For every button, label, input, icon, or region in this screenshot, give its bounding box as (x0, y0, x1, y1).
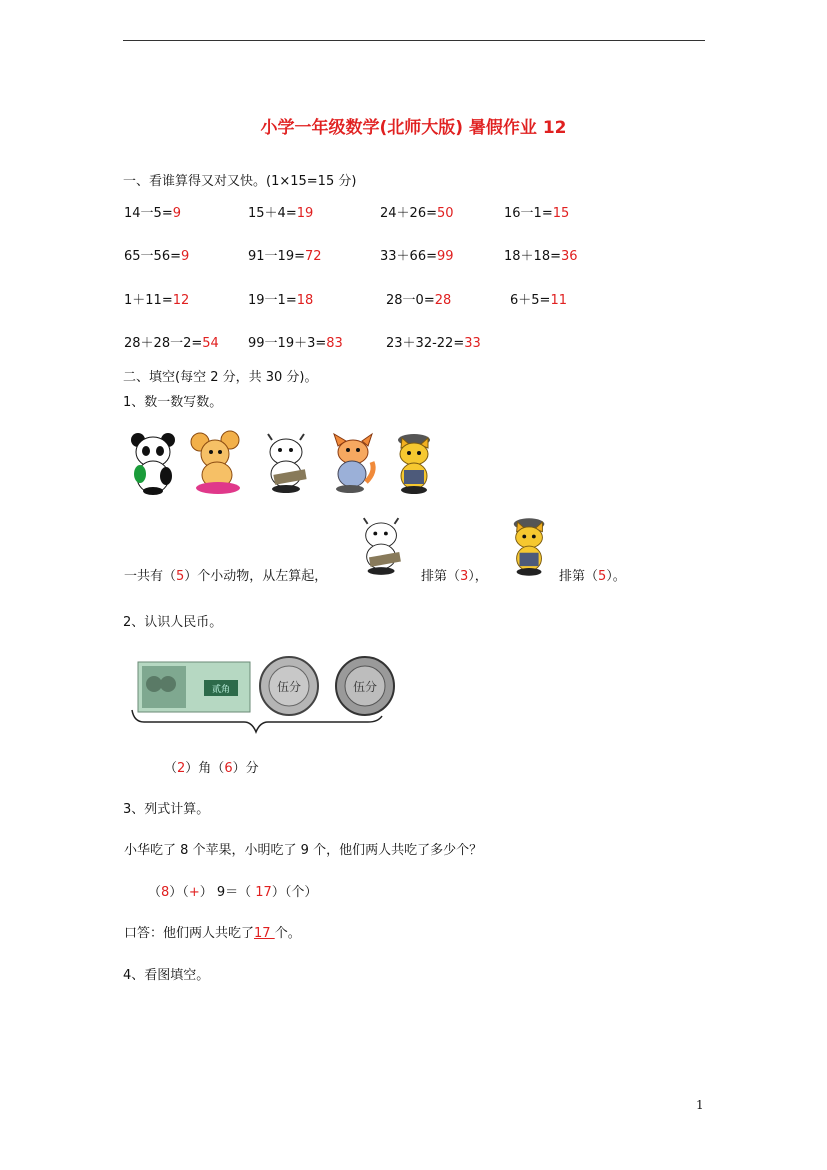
panda-icon (128, 430, 178, 496)
cat-position-answer: 5 (598, 569, 607, 584)
equation-answer: 33 (464, 336, 481, 351)
q3-text: ）（ (169, 885, 189, 900)
equation-item (248, 332, 343, 351)
q3-problem: 小华吃了 8 个苹果，小明吃了 9 个，他们两人共吃了多少个？ (124, 843, 483, 858)
q1-text: 排第（ (559, 569, 599, 584)
equation-item (124, 289, 189, 308)
q1-text: ）个小动物，从左算起， (184, 569, 328, 584)
q1-text: 一共有（ (124, 569, 177, 584)
equation-expression: 28一0= (386, 293, 435, 308)
q3-text: ） 9＝（ (199, 885, 256, 900)
q1-title: 1、数一数写数。 (123, 395, 223, 410)
cow-icon (262, 432, 314, 494)
q3-text: ）（个） (271, 885, 318, 900)
equation-expression: 15＋4= (248, 206, 297, 221)
equation-expression: 24＋26= (380, 206, 437, 221)
equation-answer: 28 (434, 293, 452, 308)
equation-answer: 19 (296, 206, 314, 221)
result-answer: 17 (255, 885, 272, 900)
q2-text: （ (164, 761, 178, 776)
equation-expression: 18＋18= (504, 249, 561, 264)
equation-item (504, 245, 578, 264)
equation-answer: 36 (560, 249, 578, 264)
equation-answer: 83 (326, 336, 343, 351)
equation-expression: 19一1= (248, 293, 297, 308)
money-picture (128, 652, 398, 736)
q2-title: 2、认识人民币。 (123, 615, 223, 630)
equation-item (248, 289, 313, 308)
equation-expression: 14一5= (124, 206, 173, 221)
q1-sentence (124, 565, 327, 584)
q1-cat-position (559, 565, 626, 584)
equation-expression: 91一19= (248, 249, 305, 264)
equation-item (380, 245, 454, 264)
cat-icon (392, 434, 438, 494)
equation-item (510, 289, 567, 308)
equation-item (386, 289, 451, 308)
equation-expression: 1＋11= (124, 293, 173, 308)
equation-answer: 18 (296, 293, 314, 308)
section2-heading: 二、填空(每空 2 分，共 30 分)。 (123, 370, 318, 385)
equation-expression: 6＋5= (510, 293, 551, 308)
fox-icon (328, 432, 378, 494)
equation-item (124, 245, 189, 264)
q2-answer (164, 757, 259, 776)
equation-item (124, 332, 219, 351)
operator-answer: + (188, 885, 200, 900)
animal-count-answer: 5 (176, 569, 185, 584)
equation-answer: 9 (172, 206, 181, 221)
equation-expression: 65一56= (124, 249, 181, 264)
q3-text: 个。 (274, 926, 301, 941)
q1-text: ）。 (606, 569, 626, 584)
addend-answer: 8 (161, 885, 170, 900)
equation-item (504, 202, 569, 221)
equation-answer: 72 (304, 249, 322, 264)
q3-text: 口答：他们两人共吃了 (124, 926, 255, 941)
equation-answer: 15 (552, 206, 570, 221)
q3-title: 3、列式计算。 (123, 802, 210, 817)
equation-answer: 50 (436, 206, 454, 221)
q2-text: ）角（ (185, 761, 225, 776)
equation-item (248, 245, 322, 264)
equation-expression: 16一1= (504, 206, 553, 221)
mouse-icon (190, 430, 246, 496)
brace (132, 710, 382, 732)
equation-answer: 54 (202, 336, 219, 351)
equation-expression: 28＋28一2= (124, 336, 203, 351)
q3-formula (148, 881, 317, 900)
equation-expression: 99一19＋3= (248, 336, 327, 351)
equation-expression: 33＋66= (380, 249, 437, 264)
equation-answer: 99 (436, 249, 454, 264)
equation-item (386, 332, 481, 351)
page-title: 小学一年级数学(北师大版) 暑假作业 12 (260, 118, 567, 138)
q3-oral-answer (124, 922, 301, 941)
q3-text: （ (148, 885, 162, 900)
cow-icon (358, 515, 408, 577)
q1-cow-position (421, 565, 488, 584)
equation-expression: 23＋32-22= (386, 336, 465, 351)
header-rule (123, 40, 705, 41)
equation-answer: 12 (172, 293, 190, 308)
equation-answer: 9 (180, 249, 190, 264)
equation-item (248, 202, 313, 221)
q1-text: 排第（ (421, 569, 461, 584)
page-number: 1 (696, 1098, 704, 1112)
fen-answer: 6 (224, 761, 233, 776)
equation-item (380, 202, 454, 221)
banknote-text: 贰角 (211, 685, 231, 695)
equation-answer: 11 (550, 293, 567, 308)
equation-item (124, 202, 181, 221)
q2-text: ）分 (232, 761, 259, 776)
cow-position-answer: 3 (460, 569, 469, 584)
section1-heading: 一、看谁算得又对又快。(1×15=15 分) (123, 174, 357, 189)
jiao-answer: 2 (177, 761, 186, 776)
q1-text: ）， (468, 569, 488, 584)
coin-text: 伍分 (352, 680, 378, 694)
cat-icon (508, 518, 552, 576)
coin-text: 伍分 (276, 680, 302, 694)
total-answer: 17 (254, 926, 275, 941)
q4-title: 4、看图填空。 (123, 968, 210, 983)
